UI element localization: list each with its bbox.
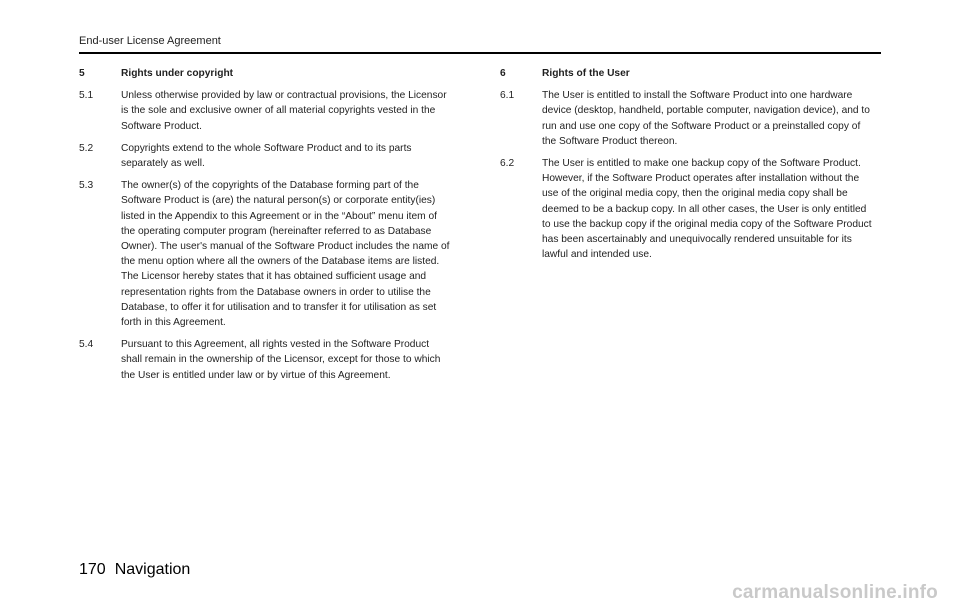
page-number: 170 — [79, 561, 106, 578]
clause-text: The owner(s) of the copyrights of the Database forming part of the Software Product is (are) the natural person(s) or corporate entity(ies) listed in the Appendix to this Agreement or in the “About” menu item of the operating computer program (hereinafter referred to as Database Owner). The user's manual of the Software Product includes the name of the menu option where all the owners of the Database items are listed. The Licensor hereby states that it has obtained sufficient usage and representation rights from the Database owners in order to utilise the Database, to offer it for utilisation and to transfer it for utilisation as set forth in this Agreement. — [121, 180, 450, 329]
page-footer — [79, 561, 190, 579]
section-number: 6 — [500, 68, 506, 79]
section-number: 5 — [79, 68, 85, 79]
clause-text: Unless otherwise provided by law or contractual provisions, the Licensor is the sole and exclusive owner of all material copyrights vested in the Software Product. — [121, 90, 447, 132]
header-rule — [79, 52, 881, 54]
section-6-column — [500, 66, 872, 269]
clause-number: 5.1 — [79, 90, 94, 102]
clause-text: The User is entitled to make one backup copy of the Software Product. However, if the Software Product operates after installation without the use of the original media copy, then the original media copy shall be deemed to be a backup copy. In all other cases, the User is only entitled to use the backup copy if the original media copy of the Software Product has been ascertainably and unequivocally rendered unsuitable for its lawful and intended use. — [542, 158, 872, 261]
clause-number: 6.2 — [500, 158, 515, 170]
clause-text: The User is entitled to install the Software Product into one hardware device (desktop, handheld, portable computer, navigation device), and to run and use one copy of the Software Product or a preinstalled copy of the Software Product thereon. — [542, 90, 870, 147]
clause-number: 5.4 — [79, 339, 94, 351]
clause-6-1 — [500, 88, 872, 149]
clause-5-3 — [79, 178, 451, 330]
clause-text: Copyrights extend to the whole Software Product and to its parts separately as well. — [121, 142, 412, 170]
section-title: Rights under copyright — [121, 68, 234, 79]
clause-5-1 — [79, 88, 451, 134]
section-title: Rights of the User — [542, 68, 630, 79]
running-header: End-user License Agreement — [79, 35, 221, 47]
section-5-column — [79, 66, 451, 390]
clause-5-4 — [79, 337, 451, 383]
section-5-heading — [79, 66, 451, 81]
watermark: carmanualsonline.info — [732, 582, 938, 603]
footer-section-name: Navigation — [114, 561, 191, 578]
clause-number: 6.1 — [500, 90, 515, 102]
section-6-heading — [500, 66, 872, 81]
clause-number: 5.3 — [79, 180, 94, 192]
clause-5-2 — [79, 141, 451, 171]
clause-6-2 — [500, 156, 872, 262]
clause-number: 5.2 — [79, 142, 94, 154]
clause-text: Pursuant to this Agreement, all rights vested in the Software Product shall remain in the ownership of the Licensor, except for those to which the User is entitled under law or by virtue of this Agreement. — [121, 339, 441, 381]
